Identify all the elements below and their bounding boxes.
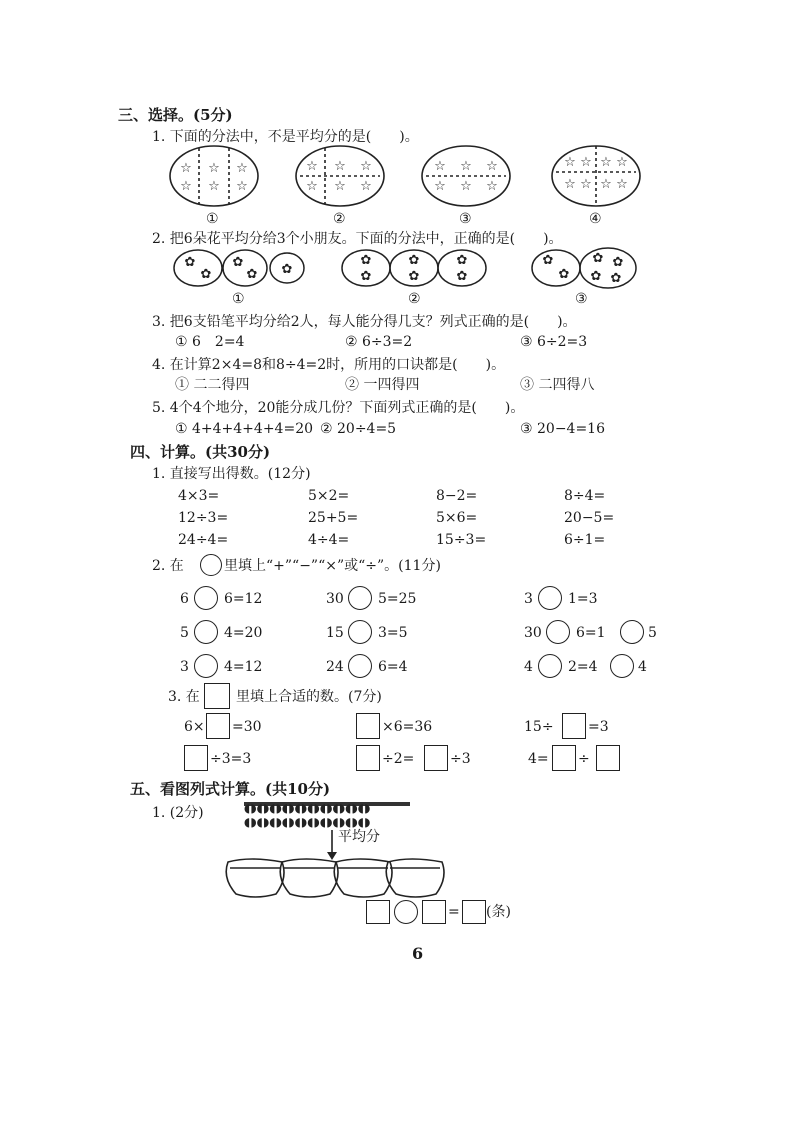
expr-part: ÷3=3	[210, 751, 252, 767]
svg-text:◖◗◖◗◖◗◖◗◖◗◖◗◖◗◖◗◖◗◖◗: ◖◗◖◗◖◗◖◗◖◗◖◗◖◗◖◗◖◗◖◗	[244, 815, 371, 829]
svg-text:✿: ✿	[184, 255, 196, 270]
q4-3-text-a: 3. 在	[168, 689, 200, 705]
q4-3-text-b: 里填上合适的数。(7分)	[236, 689, 382, 705]
svg-text:✿: ✿	[558, 267, 570, 282]
operand: 4	[524, 659, 533, 675]
operand: 6=1	[576, 625, 606, 641]
svg-text:☆: ☆	[580, 177, 592, 192]
operand: 4	[638, 659, 647, 675]
svg-text:☆: ☆	[208, 161, 220, 176]
operand: 30	[326, 591, 344, 607]
number-blank[interactable]	[552, 745, 576, 771]
svg-text:☆: ☆	[486, 179, 498, 194]
q3-2-label-3: ③	[575, 291, 588, 307]
svg-text:✿: ✿	[592, 251, 604, 266]
operator-blank[interactable]	[538, 586, 562, 610]
svg-text:☆: ☆	[564, 155, 576, 170]
number-blank[interactable]	[184, 745, 208, 771]
calc-item: 4÷4=	[308, 532, 350, 548]
expr-part: 15÷	[524, 719, 554, 735]
svg-text:☆: ☆	[616, 177, 628, 192]
operator-blank[interactable]	[348, 620, 372, 644]
calc-item: 5×6=	[436, 510, 478, 526]
svg-text:✿: ✿	[246, 267, 258, 282]
q3-1-label-2: ②	[333, 211, 346, 227]
q3-3-opt-3: ③ 6÷2=3	[520, 334, 588, 350]
operand: 15	[326, 625, 344, 641]
svg-text:☆: ☆	[360, 159, 372, 174]
operator-blank[interactable]	[538, 654, 562, 678]
fish-bowl-figure	[0, 798, 800, 918]
number-blank[interactable]	[424, 745, 448, 771]
operator-blank[interactable]	[546, 620, 570, 644]
number-blank[interactable]	[356, 713, 380, 739]
operand: 4=12	[224, 659, 263, 675]
operand: 4=20	[224, 625, 263, 641]
q3-3-opt-1: ① 6 2=4	[175, 334, 245, 350]
number-blank[interactable]	[562, 713, 586, 739]
svg-text:☆: ☆	[434, 159, 446, 174]
expr-part: ÷	[578, 751, 590, 767]
page-number: 6	[412, 944, 424, 963]
q3-2-flower-figures	[0, 248, 800, 308]
svg-text:✿: ✿	[542, 253, 554, 268]
q3-5-opt-3: ③ 20−4=16	[520, 421, 605, 437]
svg-text:✿: ✿	[200, 267, 212, 282]
operand: 3=5	[378, 625, 408, 641]
operator-blank[interactable]	[620, 620, 644, 644]
q3-3-text: 3. 把6支铅笔平均分给2人，每人能分得几支？列式正确的是( )。	[152, 314, 577, 330]
svg-text:☆: ☆	[460, 179, 472, 194]
operand: 2=4	[568, 659, 598, 675]
q3-1-label-1: ①	[206, 211, 219, 227]
svg-text:✿: ✿	[408, 253, 420, 268]
answer-box-1[interactable]	[366, 900, 390, 924]
calc-item: 20−5=	[564, 510, 615, 526]
operator-blank[interactable]	[610, 654, 634, 678]
q3-5-opt-2: ② 20÷4=5	[320, 421, 397, 437]
calc-item: 6÷1=	[564, 532, 606, 548]
calc-item: 24÷4=	[178, 532, 229, 548]
q3-5-opt-1: ① 4+4+4+4+4=20	[175, 421, 314, 437]
q3-1-text: 1. 下面的分法中，不是平均分的是( )。	[152, 129, 419, 145]
operand: 1=3	[568, 591, 598, 607]
unit-label: (条)	[486, 904, 511, 920]
q3-1-label-3: ③	[459, 211, 472, 227]
calc-item: 5×2=	[308, 488, 350, 504]
operand: 5	[180, 625, 189, 641]
q3-4-opt-3: ③ 二四得八	[520, 377, 595, 393]
number-blank[interactable]	[596, 745, 620, 771]
svg-text:☆: ☆	[600, 177, 612, 192]
expr-part: ×6=36	[382, 719, 433, 735]
section-5-title: 五、看图列式计算。(共10分)	[130, 780, 331, 798]
expr-part: =3	[588, 719, 609, 735]
operand: 3	[524, 591, 533, 607]
operator-blank[interactable]	[194, 620, 218, 644]
svg-text:☆: ☆	[460, 159, 472, 174]
svg-text:☆: ☆	[616, 155, 628, 170]
answer-operator[interactable]	[394, 900, 418, 924]
svg-text:☆: ☆	[334, 159, 346, 174]
q5-1-text: 1. (2分)	[152, 805, 204, 821]
equals-sign: =	[448, 904, 460, 920]
operand: 30	[524, 625, 542, 641]
calc-item: 4×3=	[178, 488, 220, 504]
q3-5-text: 5. 4个4个地分，20能分成几份？下面列式正确的是( )。	[152, 400, 525, 416]
operand: 5	[648, 625, 657, 641]
operator-blank[interactable]	[348, 654, 372, 678]
operand: 5=25	[378, 591, 417, 607]
expr-part: =30	[232, 719, 262, 735]
operand: 6=4	[378, 659, 408, 675]
q4-2-text-a: 2. 在	[152, 558, 184, 574]
arrow-label: 平均分	[338, 829, 380, 845]
expr-part: ÷3	[450, 751, 471, 767]
number-blank[interactable]	[356, 745, 380, 771]
expr-part: 4=	[528, 751, 549, 767]
expr-part: 6×	[184, 719, 205, 735]
q3-2-text: 2. 把6朵花平均分给3个小朋友。下面的分法中，正确的是( )。	[152, 231, 563, 247]
calc-item: 25+5=	[308, 510, 359, 526]
q3-4-opt-1: ① 二二得四	[175, 377, 250, 393]
answer-box-3[interactable]	[462, 900, 486, 924]
operator-circle-sample	[200, 554, 222, 576]
operand: 24	[326, 659, 344, 675]
operand: 6=12	[224, 591, 263, 607]
svg-text:✿: ✿	[610, 271, 622, 286]
svg-text:✿: ✿	[456, 269, 468, 284]
svg-text:✿: ✿	[360, 269, 372, 284]
svg-text:✿: ✿	[408, 269, 420, 284]
expr-part: ÷2=	[382, 751, 415, 767]
section-4-title: 四、计算。(共30分)	[130, 443, 271, 461]
q3-4-opt-2: ② 一四得四	[345, 377, 420, 393]
section-3-title: 三、选择。(5分)	[118, 106, 233, 124]
operator-blank[interactable]	[194, 654, 218, 678]
calc-item: 15÷3=	[436, 532, 487, 548]
answer-box-2[interactable]	[422, 900, 446, 924]
q4-1-text: 1. 直接写出得数。(12分)	[152, 466, 311, 482]
svg-text:☆: ☆	[486, 159, 498, 174]
calc-item: 8÷4=	[564, 488, 606, 504]
operand: 6	[180, 591, 189, 607]
svg-text:☆: ☆	[306, 159, 318, 174]
calc-item: 8−2=	[436, 488, 478, 504]
operator-blank[interactable]	[194, 586, 218, 610]
operator-blank[interactable]	[348, 586, 372, 610]
q3-4-text: 4. 在计算2×4=8和8÷4=2时，所用的口诀都是( )。	[152, 357, 506, 373]
svg-text:◖◗◖◗◖◗◖◗◖◗◖◗◖◗◖◗◖◗◖◗: ◖◗◖◗◖◗◖◗◖◗◖◗◖◗◖◗◖◗◖◗	[244, 801, 371, 815]
svg-text:☆: ☆	[180, 179, 192, 194]
svg-text:☆: ☆	[564, 177, 576, 192]
number-blank[interactable]	[206, 713, 230, 739]
number-box-sample	[204, 683, 230, 709]
q3-2-label-2: ②	[408, 291, 421, 307]
svg-text:☆: ☆	[360, 179, 372, 194]
svg-text:☆: ☆	[580, 155, 592, 170]
calc-item: 12÷3=	[178, 510, 229, 526]
svg-text:✿: ✿	[232, 255, 244, 270]
svg-text:✿: ✿	[456, 253, 468, 268]
svg-text:☆: ☆	[306, 179, 318, 194]
svg-text:☆: ☆	[236, 161, 248, 176]
q3-3-opt-2: ② 6÷3=2	[345, 334, 413, 350]
svg-text:☆: ☆	[600, 155, 612, 170]
svg-text:✿: ✿	[281, 262, 293, 277]
svg-text:✿: ✿	[590, 269, 602, 284]
q3-2-label-1: ①	[232, 291, 245, 307]
q3-1-label-4: ④	[589, 211, 602, 227]
svg-text:☆: ☆	[208, 179, 220, 194]
svg-text:☆: ☆	[434, 179, 446, 194]
svg-text:☆: ☆	[236, 179, 248, 194]
svg-text:☆: ☆	[180, 161, 192, 176]
svg-text:✿: ✿	[360, 253, 372, 268]
q4-2-text-b: 里填上“+”“−”“×”或“÷”。(11分)	[224, 558, 441, 574]
svg-text:☆: ☆	[334, 179, 346, 194]
operand: 3	[180, 659, 189, 675]
svg-text:✿: ✿	[612, 255, 624, 270]
